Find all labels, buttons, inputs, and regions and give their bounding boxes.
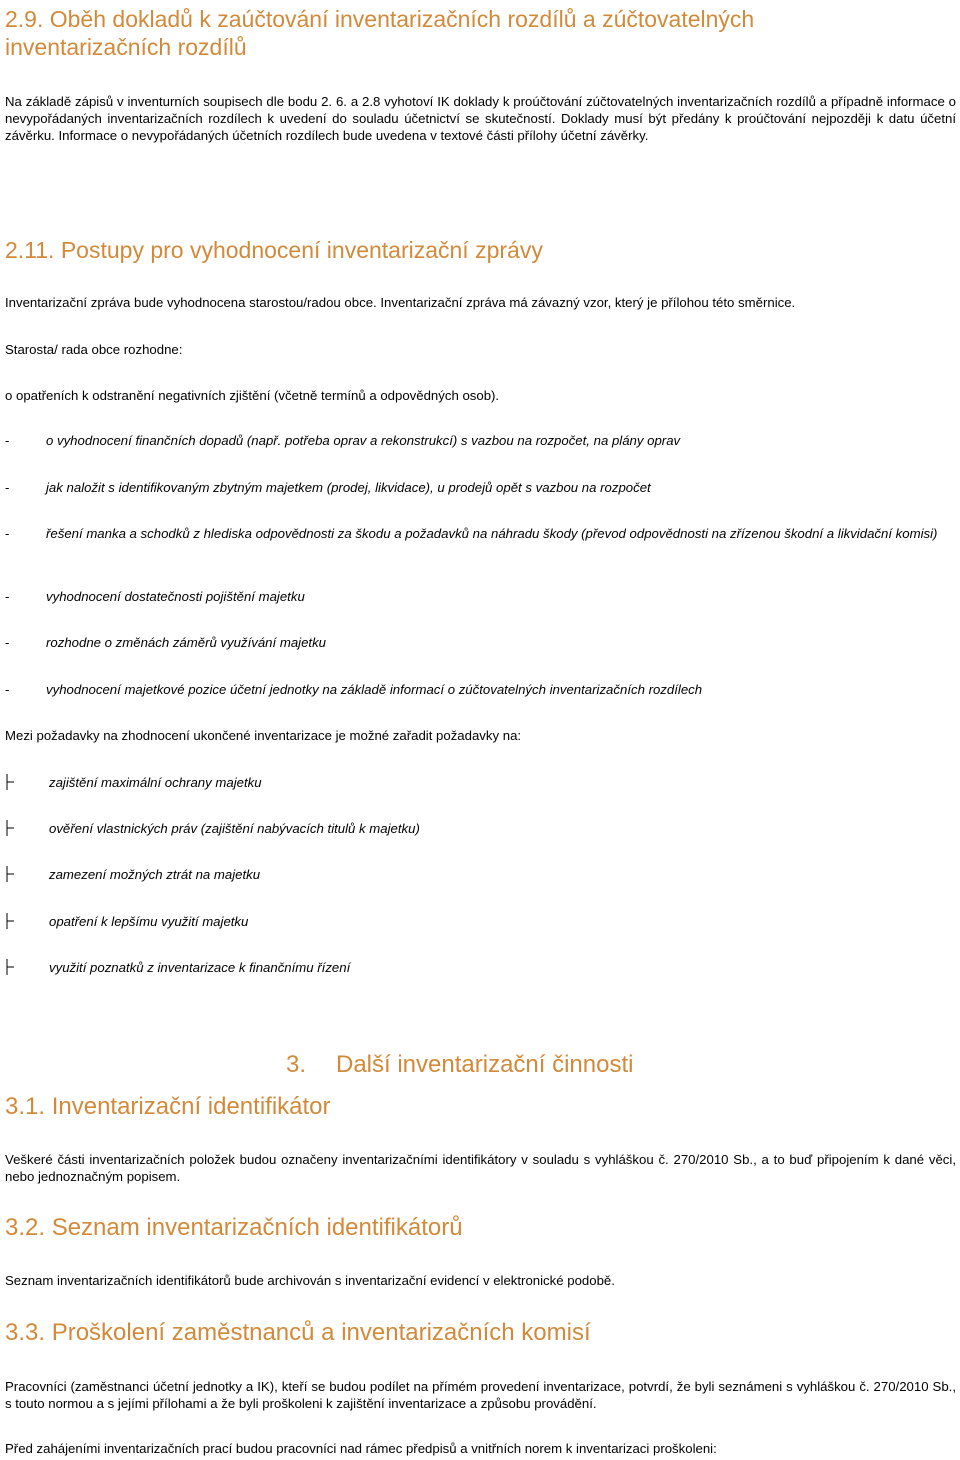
section-3-2-paragraph: Seznam inventarizačních identifikátorů bude archivován s inventarizační evidencí v elektronické podobě.: [5, 1273, 615, 1288]
chapter-3-title: Další inventarizační činnosti: [336, 1051, 634, 1078]
dash-item-text: jak naložit s identifikovaným zbytným majetkem (prodej, likvidace), u prodejů opět s vazbou na rozpočet: [46, 480, 651, 495]
chapter-3-number: 3.: [286, 1051, 307, 1078]
dash-list-item: [0, 479, 960, 496]
bullet-list-item: [0, 912, 960, 932]
section-2-11-p3: o opatřeních k odstranění negativních zjištění (včetně termínů a odpovědných osob).: [5, 388, 500, 403]
bullet-list-item: [0, 819, 960, 839]
bullet-list-item: [0, 958, 960, 978]
dash-symbol: -: [5, 589, 10, 604]
bullet-item-text: opatření k lepšímu využití majetku: [49, 914, 249, 929]
bracket-bullet-icon: [5, 819, 15, 835]
dash-item-text: o vyhodnocení finančních dopadů (např. potřeba oprav a rekonstrukcí) s vazbou na rozpočet, na plány oprav: [46, 433, 681, 448]
dash-symbol: -: [5, 526, 10, 541]
dash-symbol: -: [5, 682, 10, 697]
bullet-list-item: [0, 773, 960, 793]
section-2-9-heading: [5, 5, 955, 61]
section-2-11-p1: Inventarizační zpráva bude vyhodnocena starostou/radou obce. Inventarizační zpráva má závazný vzor, který je přílohou této směrnice.: [5, 295, 796, 310]
section-3-3-p1: Pracovníci (zaměstnanci účetní jednotky a IK), kteří se budou podílet na přímém provedení inventarizace, potvrdí, že byli seznámeni s vyhláškou č. 270/2010 Sb., s touto normou a s jejími přílohami a že byli proškoleni k zajištění inventarizace a způsobu provádění.: [5, 1379, 956, 1411]
chapter-3-heading: [286, 1050, 886, 1084]
section-2-9-heading-line1: 2.9. Oběh dokladů k zaúčtování inventarizačních rozdílů a zúčtovatelných: [5, 6, 755, 32]
dash-list-item: [0, 634, 960, 651]
section-2-11-heading: 2.11. Postupy pro vyhodnocení inventarizační zprávy: [5, 237, 543, 263]
section-2-9-heading-line2: inventarizačních rozdílů: [5, 34, 247, 60]
section-2-9-paragraph: Na základě zápisů v inventurních soupisech dle bodu 2. 6. a 2.8 vyhotoví IK doklady k proúčtování zúčtovatelných inventarizačních rozdílů a případně informace o nevypořádaných inventarizačních rozdílech k uvedení do souladu účetnictví se skutečností. Doklady musí být předány k proúčtování nejpozději k datu účetní závěrku. Informace o nevypořádaných účetních rozdílech bude uvedena v textové části přílohy účetní závěrky.: [5, 94, 956, 143]
bracket-bullet-icon: [5, 958, 15, 974]
bracket-bullet-icon: [5, 865, 15, 881]
bracket-bullet-icon: [5, 773, 15, 789]
section-3-1-heading: 3.1. Inventarizační identifikátor: [5, 1093, 331, 1120]
section-3-3-heading: 3.3. Proškolení zaměstnanců a inventarizačních komisí: [5, 1319, 591, 1346]
bullet-item-text: ověření vlastnických práv (zajištění nabývacích titulů k majetku): [49, 821, 420, 836]
section-3-1-paragraph: Veškeré části inventarizačních položek budou označeny inventarizačními identifikátory v souladu s vyhláškou č. 270/2010 Sb., a to buď připojením k dané věci, nebo jednoznačným popisem.: [5, 1152, 956, 1184]
bullet-list-item: [0, 865, 960, 885]
bullet-item-text: využití poznatků z inventarizace k finančnímu řízení: [49, 960, 351, 975]
dash-list-item: [0, 525, 960, 559]
section-3-2-heading: 3.2. Seznam inventarizačních identifikátorů: [5, 1214, 463, 1241]
bracket-bullet-icon: [5, 912, 15, 928]
bullet-item-text: zamezení možných ztrát na majetku: [49, 867, 261, 882]
dash-item-text: vyhodnocení dostatečnosti pojištění majetku: [46, 589, 305, 604]
section-2-11-p2: Starosta/ rada obce rozhodne:: [5, 342, 183, 357]
dash-symbol: -: [5, 433, 10, 448]
dash-symbol: -: [5, 635, 10, 650]
dash-list-item: [0, 432, 960, 449]
section-2-11-p4: Mezi požadavky na zhodnocení ukončené inventarizace je možné zařadit požadavky na:: [5, 728, 522, 743]
section-3-3-p2: Před zahájeními inventarizačních prací budou pracovníci nad rámec předpisů a vnitřních norem k inventarizaci proškoleni:: [5, 1441, 717, 1456]
dash-item-text: vyhodnocení majetkové pozice účetní jednotky na základě informací o zúčtovatelných inventarizačních rozdílech: [46, 682, 703, 697]
dash-list-item: [0, 681, 960, 698]
dash-symbol: -: [5, 480, 10, 495]
bullet-item-text: zajištění maximální ochrany majetku: [49, 775, 262, 790]
dash-item-text: rozhodne o změnách záměrů využívání majetku: [46, 635, 327, 650]
dash-list-item: [0, 588, 960, 605]
dash-item-text: řešení manka a schodků z hlediska odpovědnosti za škodu a požadavků na náhradu škody (převod odpovědnosti na zřízenou škodní a likvidační komisi): [46, 526, 938, 541]
